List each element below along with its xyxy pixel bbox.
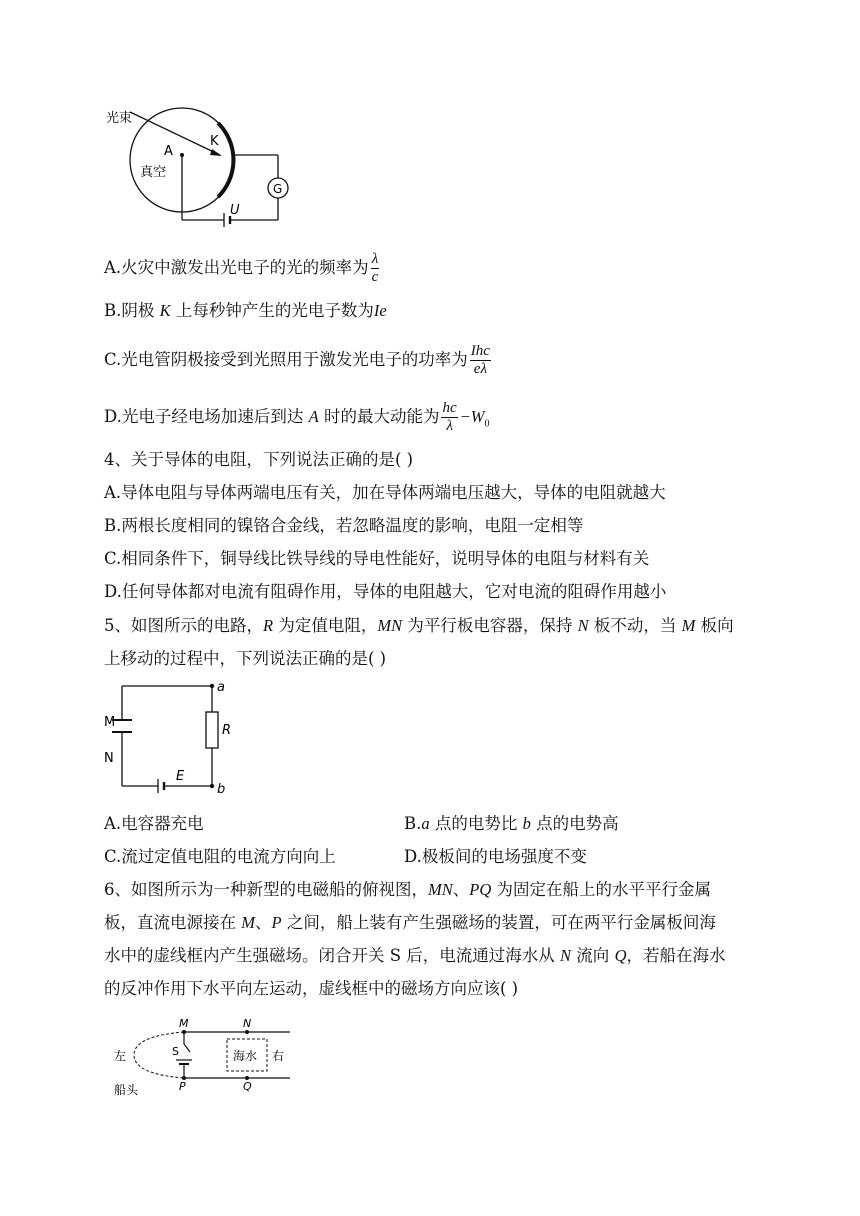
fig1-g-label: G — [273, 182, 283, 196]
fig2-b-label: b — [217, 782, 226, 797]
q4-option-b: B.两根长度相同的镍铬合金线，若忽略温度的影响，电阻一定相等 — [104, 516, 584, 535]
q3-option-c: C.光电管阴极接受到光照用于激发光电子的功率为 $\frac{\text{Ihc}}{e\lambda}$ — [104, 343, 490, 377]
q3-option-b: B.阴极 K 上每秒钟产生的光电子数为Ie — [104, 301, 387, 320]
fig3-q-label: Q — [243, 1080, 252, 1093]
fig3-bow-label: 船头 — [114, 1083, 139, 1097]
fig2-n-label: N — [104, 751, 114, 766]
fig3-switch-label: S — [172, 1045, 179, 1058]
q6-stem-line4: 的反冲作用下水平向左运动，虚线框中的磁场方向应该( ) — [104, 979, 519, 998]
fig1-a-label: A — [164, 144, 173, 159]
fig2-m-label: M — [104, 715, 116, 730]
q5-stem-line1: 5、如图所示的电路，R 为定值电阻，MN 为平行板电容器，保持 N 板不动，当 M 板向 — [104, 616, 734, 635]
q3-c-fraction: $\frac{\text{Ihc}}{e\lambda}$ — [470, 343, 490, 377]
q5-option-a: A.电容器充电 — [104, 814, 204, 833]
fig1-beam-label: 光束 — [106, 111, 133, 126]
fig1-vacuum-label: 真空 — [140, 165, 167, 180]
q4-option-d: D.任何导体都对电流有阻碍作用，导体的电阻越大，它对电流的阻碍作用越小 — [104, 582, 667, 601]
q5-option-b: B.a 点的电势比 b 点的电势高 — [404, 814, 619, 833]
q3-d-fraction: $\frac{hc}{\lambda}$ — [442, 400, 457, 434]
q6-stem-line2: 板，直流电源接在 M、P 之间，船上装有产生强磁场的装置，可在两平行金属板间海 — [104, 913, 716, 932]
q3-option-d: D.光电子经电场加速后到达 A 时的最大动能为 $\frac{hc}{\lambda}$ $-W_0$ — [104, 400, 490, 434]
q4-option-a: A.导体电阻与导体两端电压有关，加在导体两端电压越大，导体的电阻就越大 — [104, 483, 666, 502]
q4-stem: 4、关于导体的电阻，下列说法正确的是( ) — [104, 450, 414, 469]
q6-stem-line1: 6、如图所示为一种新型的电磁船的俯视图，MN、PQ 为固定在船上的水平平行金属 — [104, 880, 711, 899]
fig2-r-label: R — [222, 723, 232, 738]
q5-stem-line2: 上移动的过程中，下列说法正确的是( ) — [104, 649, 387, 668]
fig3-p-label: P — [179, 1080, 186, 1093]
fig2-e-label: E — [176, 769, 185, 784]
q6-stem-line3: 水中的虚线框内产生强磁场。闭合开关 S 后，电流通过海水从 N 流向 Q，若船在海水 — [104, 946, 726, 965]
q4-option-c: C.相同条件下，铜导线比铁导线的导电性能好，说明导体的电阻与材料有关 — [104, 549, 650, 568]
phototube-figure — [100, 100, 300, 230]
fig1-u-label: U — [230, 203, 240, 218]
fig3-n-label: N — [243, 1017, 252, 1030]
fig1-k-label: K — [210, 134, 219, 149]
q3-option-a: A.火灾中激发出光电子的光的频率为 $\frac{\lambda}{c}$ — [104, 251, 379, 285]
fig3-right-label: 右 — [272, 1049, 285, 1063]
rc-circuit-figure — [100, 676, 240, 800]
q5-option-c: C.流过定值电阻的电流方向向上 — [104, 847, 336, 866]
fig3-left-label: 左 — [114, 1049, 127, 1063]
fig3-m-label: M — [179, 1017, 189, 1030]
fig3-sea-label: 海水 — [233, 1049, 258, 1063]
q3-a-fraction: $\frac{\lambda}{c}$ — [371, 251, 379, 285]
fig2-a-label: a — [217, 680, 225, 695]
q5-option-d: D.极板间的电场强度不变 — [404, 847, 587, 866]
electromagnetic-boat-figure — [112, 1014, 302, 1100]
